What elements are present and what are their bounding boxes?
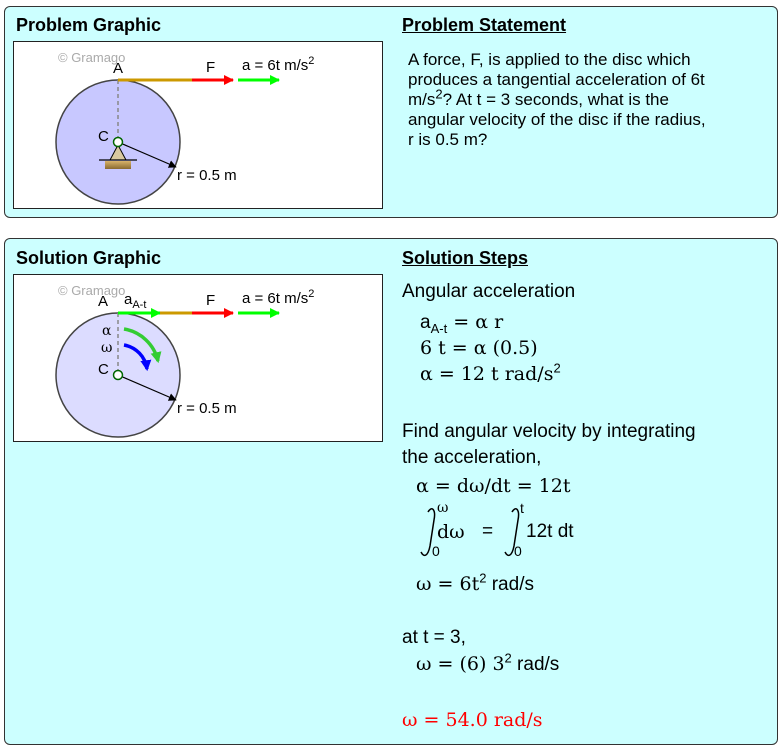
final-answer: ω = 54.0 rad/s bbox=[402, 709, 543, 731]
step-the-acceleration: the acceleration, bbox=[402, 447, 542, 468]
label-omega: ω bbox=[101, 340, 113, 356]
label-a: A bbox=[98, 293, 109, 310]
label-f: F bbox=[206, 292, 216, 309]
step-at-t-3: at t = 3, bbox=[402, 627, 466, 648]
step-find-angular-velocity: Find angular velocity by integrating bbox=[402, 421, 696, 442]
watermark: © Gramago bbox=[58, 50, 126, 65]
integral-1-body: dω bbox=[437, 521, 465, 543]
step-omega-sub: ω = (6) $3^2$ rad/s bbox=[416, 650, 560, 675]
statement-line-1: A force, F, is applied to the disc which bbox=[408, 50, 691, 69]
label-radius: r = 0.5 m bbox=[177, 400, 237, 417]
problem-graphic-heading: Problem Graphic bbox=[16, 15, 162, 35]
integral-1-lower: 0 bbox=[432, 543, 440, 559]
statement-line-2: produces a tangential acceleration of 6t bbox=[408, 70, 705, 89]
label-accel: a = 6t $m/s^2$ bbox=[242, 55, 315, 74]
integral-2-lower: 0 bbox=[514, 543, 522, 559]
statement-line-5: r is 0.5 m? bbox=[408, 130, 488, 149]
label-f: F bbox=[206, 59, 216, 76]
label-alpha: α bbox=[102, 323, 112, 339]
integral-1-upper: ω bbox=[437, 500, 449, 516]
step-alpha: α = 12 t rad/$s^2$ bbox=[420, 360, 561, 385]
label-a-t: $a_{A-t}$ bbox=[124, 291, 147, 311]
watermark: © Gramago bbox=[58, 283, 126, 298]
step-6t: 6 t = α (0.5) bbox=[420, 337, 538, 359]
step-angular-acceleration: Angular acceleration bbox=[402, 281, 576, 302]
step-omega-6t2: $\omega = 6t^2$ rad/s bbox=[416, 570, 534, 595]
integral-2-upper: t bbox=[520, 500, 524, 516]
label-a: A bbox=[113, 60, 124, 77]
label-radius: r = 0.5 m bbox=[177, 167, 237, 184]
statement-line-4: angular velocity of the disc if the radius, bbox=[408, 110, 706, 129]
solution-graphic-heading: Solution Graphic bbox=[16, 248, 162, 268]
integral-2-body: 12t dt bbox=[526, 521, 574, 542]
step-a-at: $a_{A-t} = \alpha$ r bbox=[420, 311, 504, 336]
label-c: C bbox=[98, 361, 109, 378]
label-accel: a = 6t $m/s^2$ bbox=[242, 288, 315, 307]
solution-steps-heading: Solution Steps bbox=[402, 248, 528, 268]
statement-line-3: $m/s^2$? At t = 3 seconds, what is the bbox=[408, 86, 669, 109]
label-c: C bbox=[98, 128, 109, 145]
problem-statement-heading: Problem Statement bbox=[402, 15, 567, 35]
step-alpha-dw-dt: α = dω/dt = 12t bbox=[416, 475, 571, 497]
integral-equals: = bbox=[482, 521, 494, 542]
